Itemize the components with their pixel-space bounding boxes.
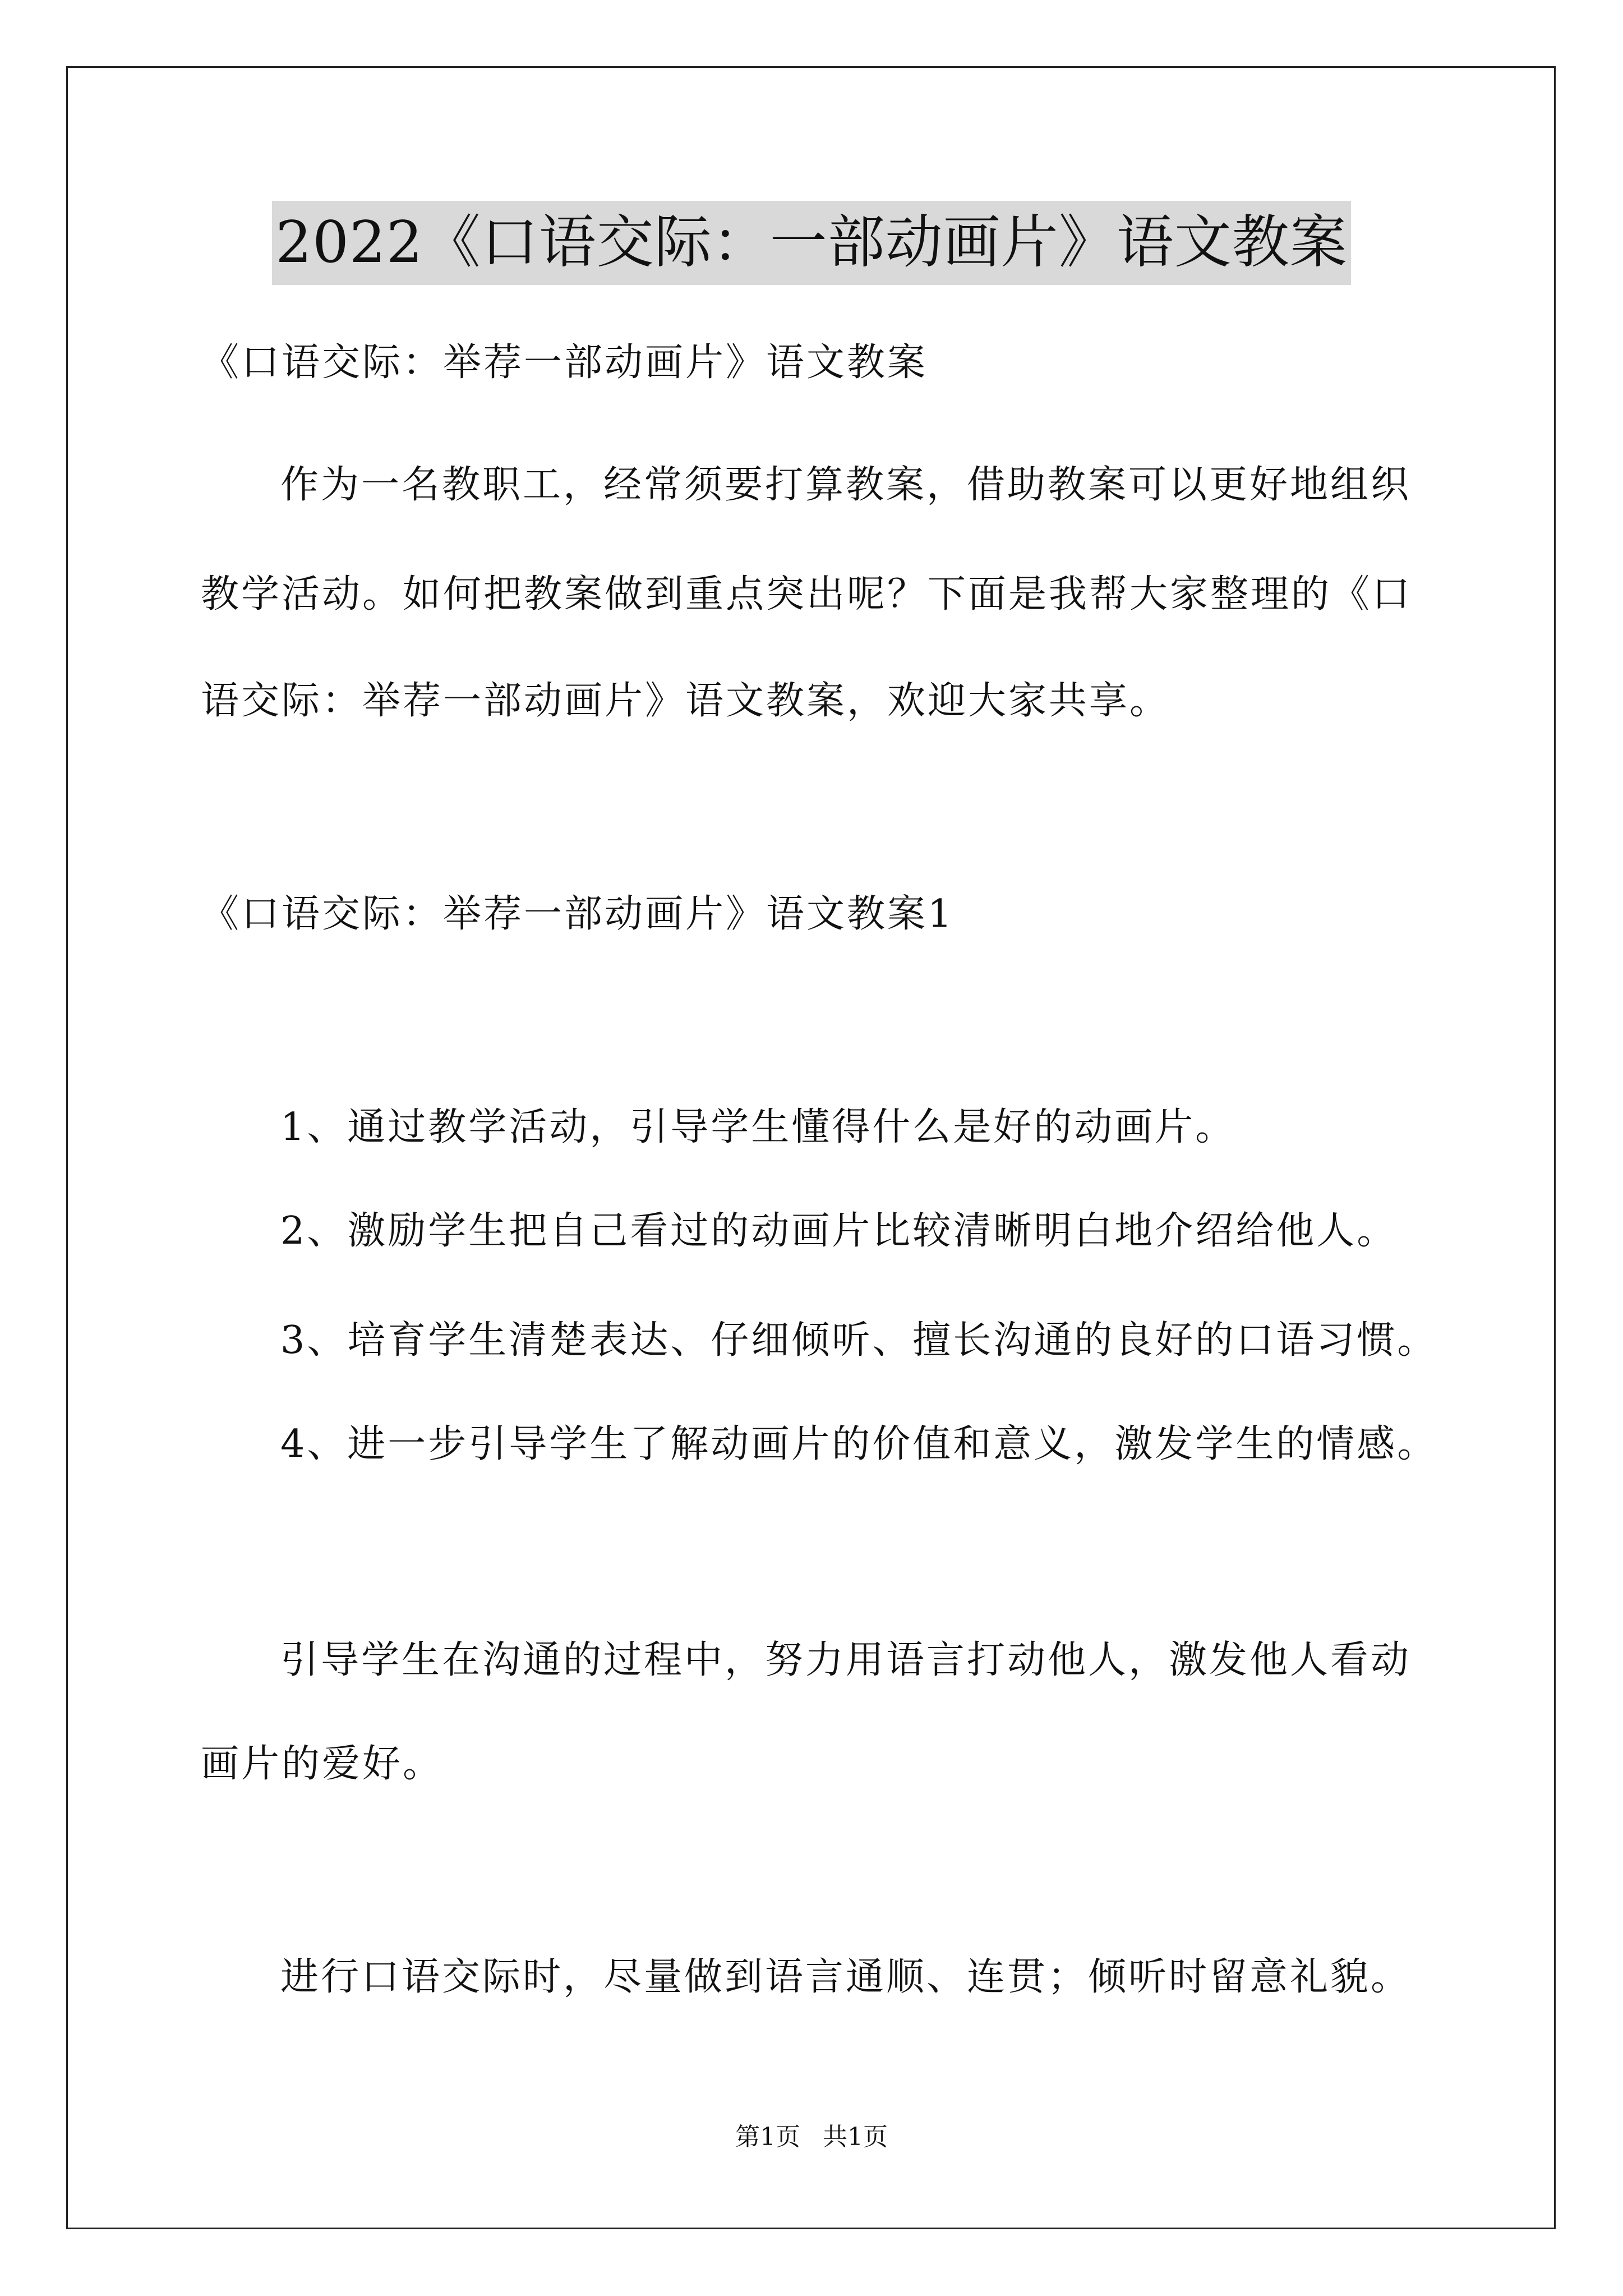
focus-paragraph-line-1: 引导学生在沟通的过程中，努力用语言打动他人，激发他人看动 [280, 1638, 1412, 1682]
title-container [0, 201, 1623, 285]
intro-line-3: 语交际：举荐一部动画片》语文教案，欢迎大家共享。 [201, 679, 1170, 723]
objective-item-2: 2、激励学生把自己看过的动画片比较清晰明白地介绍给他人。 [280, 1209, 1398, 1253]
intro-line-1: 作为一名教职工，经常须要打算教案，借助教案可以更好地组织 [280, 463, 1412, 507]
page-number-current: 第1页 [735, 2123, 800, 2151]
page-number-total: 共1页 [823, 2123, 888, 2151]
objective-item-3: 3、培育学生清楚表达、仔细倾听、擅长沟通的良好的口语习惯。 [280, 1318, 1438, 1363]
objective-item-4: 4、进一步引导学生了解动画片的价值和意义，激发学生的情感。 [280, 1422, 1438, 1466]
subtitle-line: 《口语交际：举荐一部动画片》语文教案 [201, 341, 928, 385]
focus-paragraph-line-2: 画片的爱好。 [201, 1742, 444, 1786]
section-heading-1: 《口语交际：举荐一部动画片》语文教案1 [201, 892, 955, 936]
objective-item-1: 1、通过教学活动，引导学生懂得什么是好的动画片。 [280, 1105, 1236, 1149]
difficulty-paragraph: 进行口语交际时，尽量做到语言通顺、连贯；倾听时留意礼貌。 [280, 1955, 1412, 1999]
document-title: 2022《口语交际：一部动画片》语文教案 [272, 201, 1351, 285]
page-footer [0, 2120, 1623, 2154]
intro-line-2: 教学活动。如何把教案做到重点突出呢？下面是我帮大家整理的《口 [201, 572, 1413, 616]
